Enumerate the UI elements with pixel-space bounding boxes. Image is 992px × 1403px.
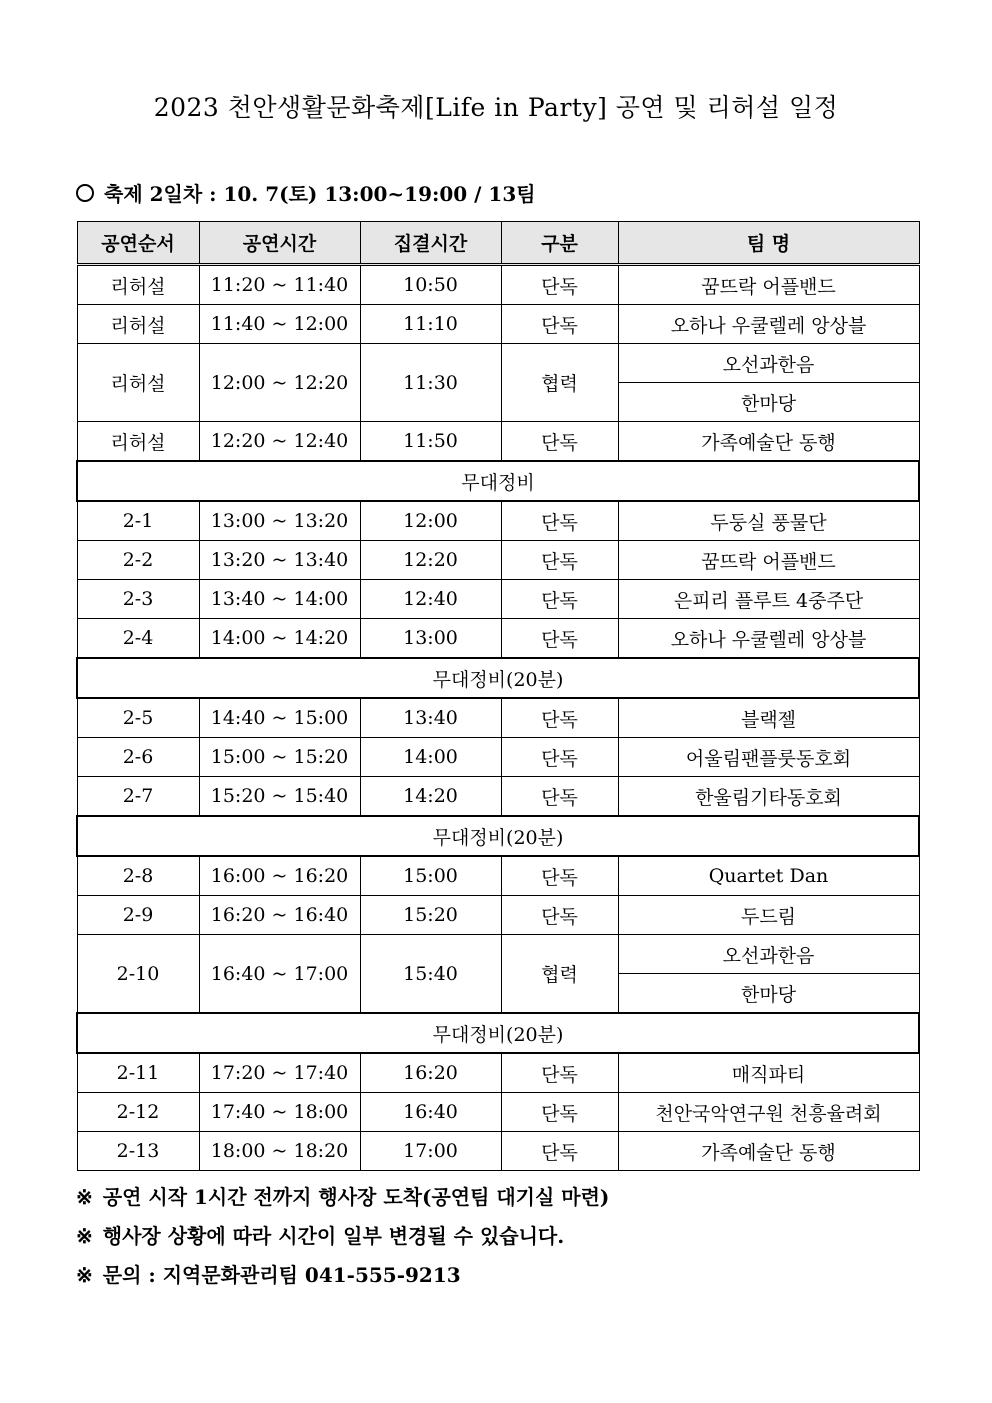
note-text: 문의 : 지역문화관리팀 041-555-9213	[102, 1263, 461, 1287]
order-cell: 2-8	[77, 856, 199, 896]
team-cell: 두둥실 풍물단	[618, 501, 919, 541]
table-row	[77, 344, 919, 383]
table-row	[77, 1093, 919, 1132]
type-cell: 단독	[501, 1093, 618, 1132]
notes	[76, 1178, 609, 1295]
reference-mark: ※	[76, 1263, 93, 1287]
time-cell: 11:20 ~ 11:40	[199, 265, 360, 305]
stage-break-row	[77, 816, 919, 856]
table-row	[77, 422, 919, 462]
header-gather: 집결시간	[360, 222, 501, 265]
gather-cell: 12:40	[360, 580, 501, 619]
table-row	[77, 580, 919, 619]
team-cell: 꿈뜨락 어플밴드	[618, 541, 919, 580]
schedule-table	[76, 221, 920, 1171]
time-cell: 13:40 ~ 14:00	[199, 580, 360, 619]
team-cell: 오하나 우쿨렐레 앙상블	[618, 305, 919, 344]
time-cell: 13:20 ~ 13:40	[199, 541, 360, 580]
order-cell: 2-11	[77, 1053, 199, 1093]
team-cell: 한마당	[618, 383, 919, 422]
circle-bullet-icon	[76, 184, 94, 202]
time-cell: 16:20 ~ 16:40	[199, 896, 360, 935]
stage-break-label: 무대정비	[77, 461, 919, 501]
order-cell: 2-3	[77, 580, 199, 619]
schedule-subtitle	[76, 178, 536, 207]
stage-break-label: 무대정비(20분)	[77, 658, 919, 698]
stage-break-row	[77, 1013, 919, 1053]
time-cell: 18:00 ~ 18:20	[199, 1132, 360, 1171]
header-team: 팀 명	[618, 222, 919, 265]
reference-mark: ※	[76, 1224, 93, 1248]
type-cell: 단독	[501, 619, 618, 659]
gather-cell: 13:40	[360, 698, 501, 738]
team-cell: 꿈뜨락 어플밴드	[618, 265, 919, 305]
team-cell: 은피리 플루트 4중주단	[618, 580, 919, 619]
table-row	[77, 698, 919, 738]
type-cell: 협력	[501, 344, 618, 422]
type-cell: 단독	[501, 305, 618, 344]
team-cell: 매직파티	[618, 1053, 919, 1093]
table-row	[77, 619, 919, 659]
note-text: 행사장 상황에 따라 시간이 일부 변경될 수 있습니다.	[102, 1224, 565, 1248]
type-cell: 단독	[501, 777, 618, 817]
gather-cell: 11:10	[360, 305, 501, 344]
team-cell: 가족예술단 동행	[618, 1132, 919, 1171]
table-row	[77, 738, 919, 777]
order-cell: 2-12	[77, 1093, 199, 1132]
type-cell: 단독	[501, 422, 618, 462]
time-cell: 15:20 ~ 15:40	[199, 777, 360, 817]
note-item	[76, 1256, 609, 1295]
time-cell: 17:20 ~ 17:40	[199, 1053, 360, 1093]
type-cell: 단독	[501, 738, 618, 777]
type-cell: 협력	[501, 935, 618, 1014]
table-row	[77, 935, 919, 974]
gather-cell: 13:00	[360, 619, 501, 659]
schedule-body	[77, 265, 919, 1171]
order-cell: 2-6	[77, 738, 199, 777]
gather-cell: 17:00	[360, 1132, 501, 1171]
gather-cell: 16:20	[360, 1053, 501, 1093]
order-cell: 2-7	[77, 777, 199, 817]
table-row	[77, 1132, 919, 1171]
team-cell: 블랙젤	[618, 698, 919, 738]
order-cell: 리허설	[77, 422, 199, 462]
table-row	[77, 856, 919, 896]
order-cell: 2-13	[77, 1132, 199, 1171]
gather-cell: 11:30	[360, 344, 501, 422]
time-cell: 14:40 ~ 15:00	[199, 698, 360, 738]
note-item	[76, 1217, 609, 1256]
gather-cell: 15:40	[360, 935, 501, 1014]
table-header-row	[77, 222, 919, 265]
header-time: 공연시간	[199, 222, 360, 265]
gather-cell: 16:40	[360, 1093, 501, 1132]
type-cell: 단독	[501, 1132, 618, 1171]
order-cell: 2-10	[77, 935, 199, 1014]
time-cell: 15:00 ~ 15:20	[199, 738, 360, 777]
team-cell: 오선과한음	[618, 344, 919, 383]
time-cell: 17:40 ~ 18:00	[199, 1093, 360, 1132]
type-cell: 단독	[501, 501, 618, 541]
type-cell: 단독	[501, 856, 618, 896]
team-cell: 가족예술단 동행	[618, 422, 919, 462]
order-cell: 리허설	[77, 305, 199, 344]
gather-cell: 12:20	[360, 541, 501, 580]
subtitle-text: 축제 2일차 : 10. 7(토) 13:00~19:00 / 13팀	[104, 182, 536, 206]
gather-cell: 12:00	[360, 501, 501, 541]
time-cell: 12:20 ~ 12:40	[199, 422, 360, 462]
table-row	[77, 305, 919, 344]
stage-break-label: 무대정비(20분)	[77, 1013, 919, 1053]
team-cell: Quartet Dan	[618, 856, 919, 896]
table-row	[77, 265, 919, 305]
order-cell: 2-2	[77, 541, 199, 580]
note-item	[76, 1178, 609, 1217]
type-cell: 단독	[501, 896, 618, 935]
note-text: 공연 시작 1시간 전까지 행사장 도착(공연팀 대기실 마련)	[102, 1185, 610, 1209]
type-cell: 단독	[501, 265, 618, 305]
table-row	[77, 541, 919, 580]
order-cell: 2-5	[77, 698, 199, 738]
stage-break-label: 무대정비(20분)	[77, 816, 919, 856]
stage-break-row	[77, 461, 919, 501]
order-cell: 리허설	[77, 265, 199, 305]
stage-break-row	[77, 658, 919, 698]
time-cell: 14:00 ~ 14:20	[199, 619, 360, 659]
team-cell: 오하나 우쿨렐레 앙상블	[618, 619, 919, 659]
table-row	[77, 896, 919, 935]
order-cell: 리허설	[77, 344, 199, 422]
type-cell: 단독	[501, 698, 618, 738]
gather-cell: 10:50	[360, 265, 501, 305]
table-row	[77, 1053, 919, 1093]
type-cell: 단독	[501, 1053, 618, 1093]
type-cell: 단독	[501, 541, 618, 580]
table-row	[77, 777, 919, 817]
gather-cell: 14:00	[360, 738, 501, 777]
team-cell: 두드림	[618, 896, 919, 935]
table-row	[77, 501, 919, 541]
time-cell: 11:40 ~ 12:00	[199, 305, 360, 344]
time-cell: 16:00 ~ 16:20	[199, 856, 360, 896]
gather-cell: 15:00	[360, 856, 501, 896]
team-cell: 천안국악연구원 천흥율려회	[618, 1093, 919, 1132]
team-cell: 한울림기타동호회	[618, 777, 919, 817]
time-cell: 16:40 ~ 17:00	[199, 935, 360, 1014]
header-order: 공연순서	[77, 222, 199, 265]
order-cell: 2-1	[77, 501, 199, 541]
time-cell: 12:00 ~ 12:20	[199, 344, 360, 422]
order-cell: 2-9	[77, 896, 199, 935]
gather-cell: 14:20	[360, 777, 501, 817]
time-cell: 13:00 ~ 13:20	[199, 501, 360, 541]
gather-cell: 11:50	[360, 422, 501, 462]
gather-cell: 15:20	[360, 896, 501, 935]
reference-mark: ※	[76, 1185, 93, 1209]
team-cell: 한마당	[618, 974, 919, 1014]
team-cell: 어울림팬플룻동호회	[618, 738, 919, 777]
team-cell: 오선과한음	[618, 935, 919, 974]
type-cell: 단독	[501, 580, 618, 619]
page-title: 2023 천안생활문화축제[Life in Party] 공연 및 리허설 일정	[153, 93, 839, 122]
order-cell: 2-4	[77, 619, 199, 659]
header-type: 구분	[501, 222, 618, 265]
